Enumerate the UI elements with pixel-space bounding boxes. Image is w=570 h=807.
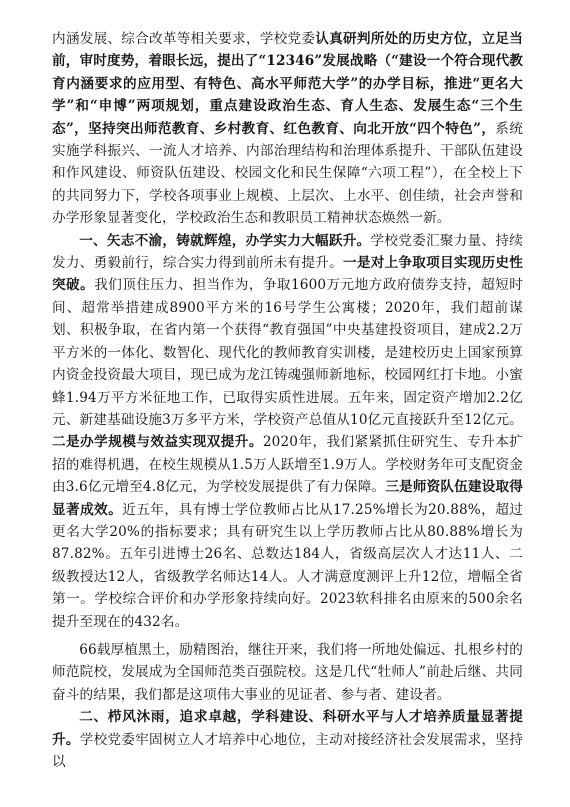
bold-text-run: 三是师资队伍建设取得显著成效。	[52, 479, 523, 518]
text-run: 2020年，我们紧紧抓住研究生、专升本扩招的难得机遇，在校生规模从1.5万人跃增至1.9万人。学校财务年可支配资金由3.6亿元增至4.8亿元，为学校发展提供了有力保障。	[52, 434, 524, 496]
text-run: 近五年，具有博士学位教师占比从17.25%增长为20.88%，超过更名大学20%的指标要求；具有研究生以上学历教师占比从80.88%增长为87.82%。五年引进博士26名、总数达184人，省级高层次人才达11人、二级教授达12人，省级教学名师达14人。人才满意度测评上升12位，增幅全省第一。学校综合评价和办学形象持续向好。2023软科排名由原来的500余名提升至现在的432名。	[52, 501, 524, 630]
bold-text-run: 一、矢志不渝，铸就辉煌，办学实力大幅跃升。	[79, 232, 371, 249]
paragraph-section-one	[52, 230, 523, 633]
text-run: 内涵发展、综合改革等相关要求，学校党委	[52, 31, 316, 47]
paragraph-sixty-six-years	[52, 639, 523, 706]
text-run: 系统实施学科振兴、一流人才培养、内部治理结构和治理体系提升、干部队伍建设和作风建设、师资队伍建设、校园文化和民生保障“六项工程”），在全校上下的共同努力下，学校各项事业上规模、上层次、上水平、创佳绩，社会声誉和办学形象显著变化，学校政治生态和教职员工精神状态焕然一新。	[52, 120, 523, 227]
text-run: 我们顶住压力、担当作为，争取1600万元地方政府债券支持，超短时间、超常举措建成8900平方米的16号学生公寓楼；2020年，我们超前谋划、积极争取，在省内第一个获得“教育强国”中央基建投资项目，建成2.2万平方米的一体化、数智化、现代化的教师教育实训楼，是建校历史上国家预算内资金投资最大项目，现已成为龙江铸魂强师新地标，校园网红打卡地。小蜜蜂1.94万平方米征地工作，已取得实质性进展。五年来，固定资产增加2.2亿元、新建基础设施3万多平方米，学校资产总值从10亿元直接跃升至12亿元。	[52, 277, 523, 428]
text-run: 学校党委汇聚力量、持续发力、勇毅前行，综合实力得到前所未有提升。	[52, 232, 523, 272]
bold-text-run: 二、栉风沐雨，追求卓越，学科建设、科研水平与人才培养质量显著提升。	[52, 709, 523, 748]
bold-text-run: 二是办学规模与效益实现双提升。	[52, 434, 263, 451]
text-run: 66载厚植黑土，励精图治，继往开来，我们将一所地处偏远、扎根乡村的师范院校，发展成为全国师范类百强院校。这是几代“牡师人”前赴后继、共同奋斗的结果，我们都是这项伟大事业的见证者、参与者、建设者。	[52, 641, 523, 703]
text-run: 学校党委牢固树立人才培养中心地位，主动对接经济社会发展需求，坚持以	[52, 731, 523, 770]
paragraph-section-two	[52, 706, 523, 773]
bold-text-run: 认真研判所处的历史方位，立足当前，审时度势，着眼长远，提出了“12346”发展战略（“建设一个符合现代教育内涵要求的应用型、有特色、高水平师范大学”的办学目标，推进“更名大学”和“申博”两项规划，重点建设政治生态、育人生态、发展生态“三个生态”，坚持突出师范教育、乡村教育、红色教育、向北开放“四个特色”，	[52, 31, 523, 137]
bold-text-run: 一是对上争取项目实现历史性突破。	[52, 255, 523, 294]
paragraph-intro	[52, 28, 523, 230]
